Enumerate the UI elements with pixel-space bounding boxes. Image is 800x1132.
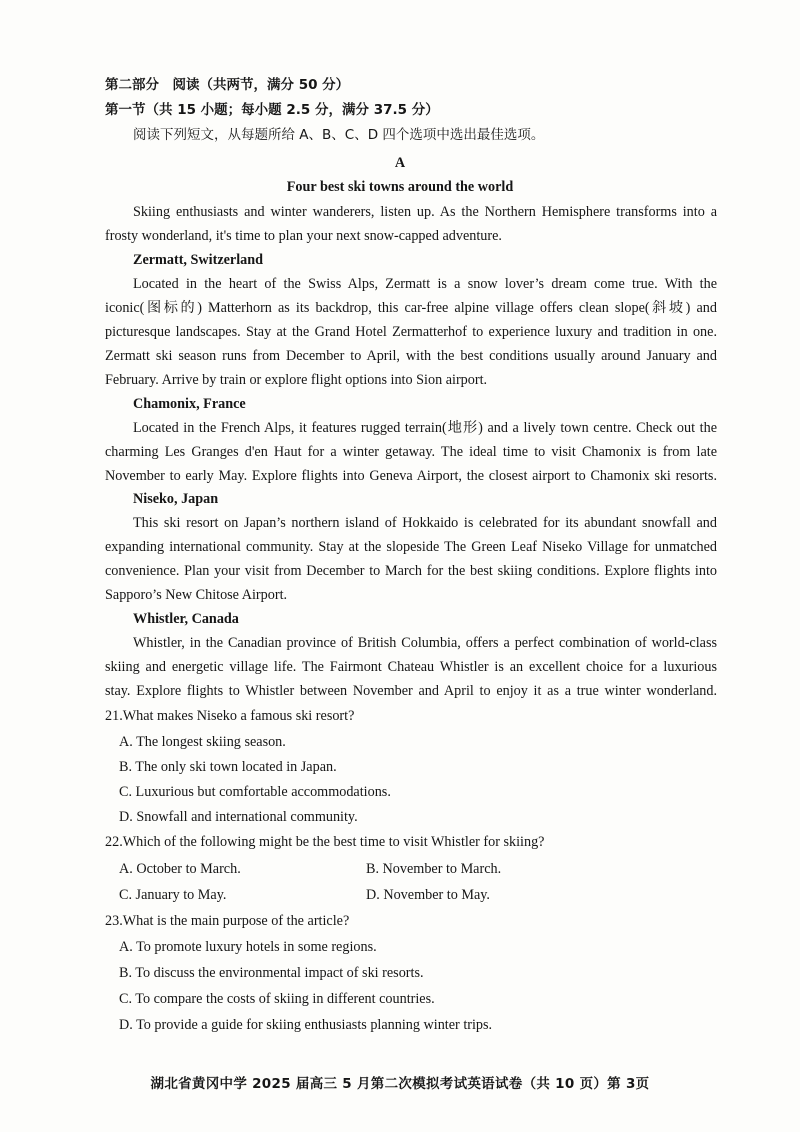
question-23-stem: 23.What is the main purpose of the article? xyxy=(105,913,350,929)
paragraph-line: convenience. Plan your visit from December to March for the best skiing conditions. Explore flights into xyxy=(105,563,717,579)
page-footer: 湖北省黄冈中学 2025 届高三 5 月第二次模拟考试英语试卷（共 10 页）第 3页 xyxy=(150,1076,650,1092)
paragraph-line: stay. Explore flights to Whistler between November and April to enjoy it as a true winter wonderland. xyxy=(105,683,717,699)
question-22-option-b[interactable]: B. November to March. xyxy=(366,861,502,877)
paragraph-line: November to early May. Explore flights into Geneva Airport, the closest airport to Chamonix ski resorts. xyxy=(105,468,717,484)
paragraph-line: charming Les Granges d'en Haut for a winter getaway. The ideal time to visit Chamonix is from late xyxy=(105,444,717,460)
town-heading-chamonix: Chamonix, France xyxy=(133,396,246,412)
passage-label: A xyxy=(394,155,406,171)
paragraph-line: Whistler, in the Canadian province of British Columbia, offers a perfect combination of world-class xyxy=(133,635,717,651)
paragraph-line: expanding international community. Stay at the slopeside The Green Leaf Niseko Village for unmatched xyxy=(105,539,717,555)
passage-title: Four best ski towns around the world xyxy=(286,179,514,195)
question-22-option-c[interactable]: C. January to May. xyxy=(119,887,227,903)
paragraph-line: iconic(图标的) Matterhorn as its backdrop, this car-free alpine village offers clean slope(斜坡) and xyxy=(105,300,717,316)
question-23-option-d[interactable]: D. To provide a guide for skiing enthusiasts planning winter trips. xyxy=(119,1017,493,1033)
intro-line: Skiing enthusiasts and winter wanderers, listen up. As the Northern Hemisphere transforms into a xyxy=(133,204,717,220)
paragraph-line: Sapporo’s New Chitose Airport. xyxy=(105,587,288,603)
instruction-text: 阅读下列短文，从每题所给 A、B、C、D 四个选项中选出最佳选项。 xyxy=(133,127,545,143)
question-21-option-d[interactable]: D. Snowfall and international community. xyxy=(119,809,358,825)
question-22-option-a[interactable]: A. October to March. xyxy=(119,861,241,877)
question-21-stem: 21.What makes Niseko a famous ski resort? xyxy=(105,708,355,724)
part-heading: 第二部分 阅读（共两节，满分 50 分） xyxy=(105,77,350,93)
intro-line: frosty wonderland, it's time to plan your next snow-capped adventure. xyxy=(105,228,502,244)
paragraph-line: Zermatt ski season runs from December to April, with the best conditions usually around January and xyxy=(105,348,717,364)
question-22-option-d[interactable]: D. November to May. xyxy=(366,887,490,903)
question-23-option-a[interactable]: A. To promote luxury hotels in some regions. xyxy=(119,939,377,955)
question-21-option-c[interactable]: C. Luxurious but comfortable accommodations. xyxy=(119,784,391,800)
town-heading-whistler: Whistler, Canada xyxy=(133,611,239,627)
paragraph-line: Located in the French Alps, it features rugged terrain(地形) and a lively town centre. Check out the xyxy=(133,420,717,436)
question-21-option-a[interactable]: A. The longest skiing season. xyxy=(119,734,286,750)
section-heading: 第一节（共 15 小题；每小题 2.5 分，满分 37.5 分） xyxy=(105,102,439,118)
paragraph-line: picturesque landscapes. Stay at the Grand Hotel Zermatterhof to experience luxury and tradition in one. xyxy=(105,324,717,340)
paragraph-line: This ski resort on Japan’s northern island of Hokkaido is celebrated for its abundant snowfall and xyxy=(133,515,717,531)
paragraph-line: skiing and energetic village life. The Fairmont Chateau Whistler is an excellent choice for a luxurious xyxy=(105,659,717,675)
town-heading-zermatt: Zermatt, Switzerland xyxy=(133,252,264,268)
question-22-stem: 22.Which of the following might be the best time to visit Whistler for skiing? xyxy=(105,834,545,850)
question-23-option-c[interactable]: C. To compare the costs of skiing in different countries. xyxy=(119,991,435,1007)
question-23-option-b[interactable]: B. To discuss the environmental impact of ski resorts. xyxy=(119,965,424,981)
paragraph-line: Located in the heart of the Swiss Alps, Zermatt is a snow lover’s dream come true. With the xyxy=(133,276,717,292)
question-21-option-b[interactable]: B. The only ski town located in Japan. xyxy=(119,759,337,775)
town-heading-niseko: Niseko, Japan xyxy=(133,491,219,507)
paragraph-line: February. Arrive by train or explore flight options into Sion airport. xyxy=(105,372,488,388)
